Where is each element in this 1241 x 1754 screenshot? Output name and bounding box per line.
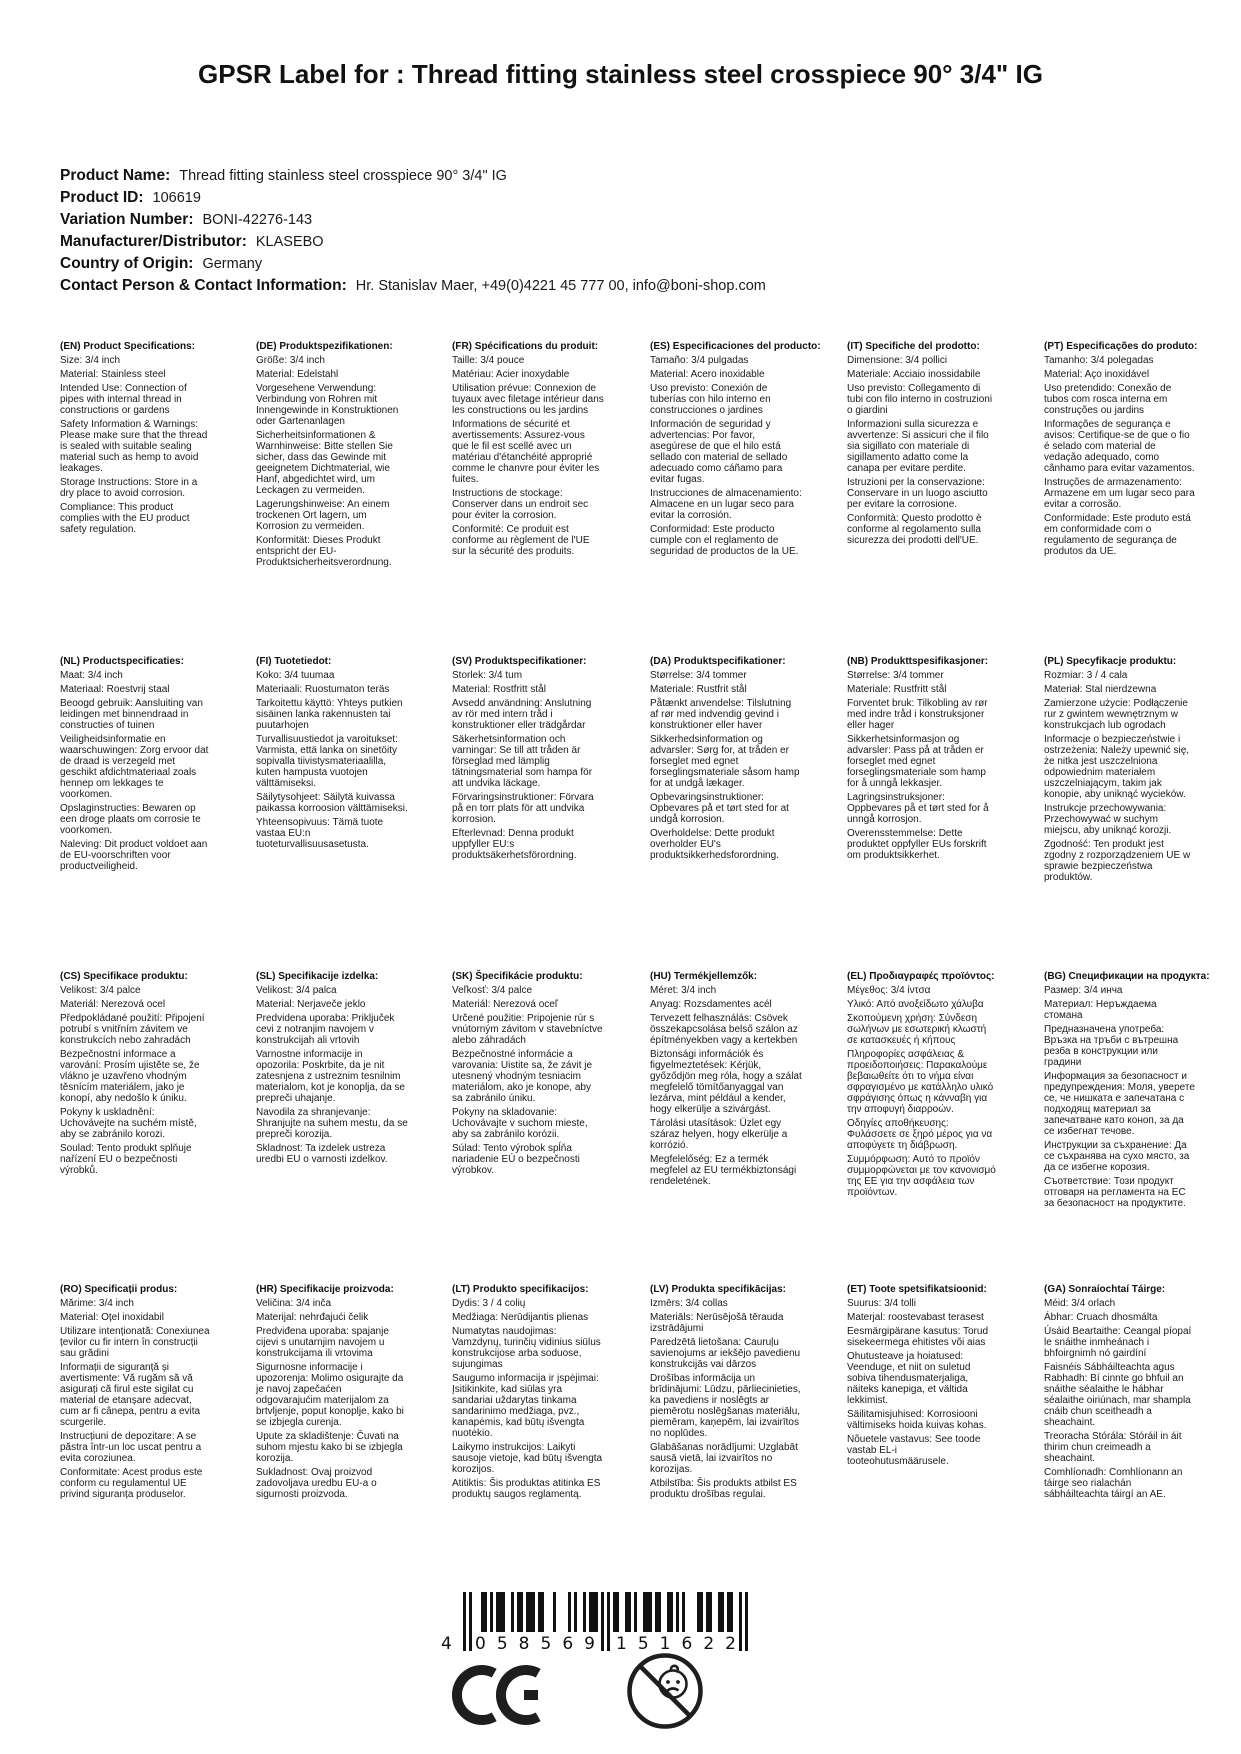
- spec-paragraph: Материал: Неръждаема стомана: [1044, 999, 1157, 1021]
- spec-paragraph: Avsedd användning: Anslutning av rör med intern tråd i konstruktioner eller trädgårdar: [452, 698, 592, 731]
- spec-paragraph: Storlek: 3/4 tum: [452, 670, 523, 681]
- barcode-digit: 6: [681, 1634, 693, 1654]
- spec-paragraph: Информация за безопасност и предупреждения: Моля, уверете се, че нишката е запечатана с подходящ материал за запечатване като коноп, за да се избегнат течове.: [1044, 1071, 1195, 1137]
- spec-paragraph: Úsáid Beartaithe: Ceangal píopaí le snáithe inmheánach i bhfoirgnimh nó gairdíní: [1044, 1326, 1192, 1359]
- spec-block-header: (DA) Produktspecifikationer:: [650, 656, 786, 667]
- spec-paragraph: Conformité: Ce produit est conforme au règlement de l'UE sur la sécurité des produits.: [452, 524, 590, 557]
- product-info-value: BONI-42276-143: [202, 212, 313, 228]
- barcode-bar: [700, 1592, 703, 1632]
- spec-block-header: (ET) Toote spetsifikatsioonid:: [847, 1284, 987, 1295]
- spec-paragraph: Beoogd gebruik: Aansluiting van leidingen met binnendraad in constructies of tuinen: [60, 698, 203, 731]
- spec-paragraph: Säkerhetsinformation och varningar: Se till att tråden är förseglad med lämplig tätningsmaterial som hampa för att undvika läckage.: [452, 734, 593, 789]
- spec-block-bg: [1044, 971, 1210, 1212]
- spec-paragraph: Tárolási utasítások: Üzlet egy száraz helyen, hogy elkerülje a korrózió.: [650, 1118, 788, 1151]
- spec-paragraph: Forventet bruk: Tilkobling av rør med indre tråd i konstruksjoner eller hager: [847, 698, 988, 731]
- spec-paragraph: Ábhar: Cruach dhosmálta: [1044, 1312, 1158, 1323]
- spec-paragraph: Izmērs: 3/4 collas: [650, 1298, 728, 1309]
- spec-paragraph: Materjal: roostevabast terasest: [847, 1312, 984, 1323]
- spec-paragraph: Paredzētā lietošana: Cauruļu savienojums ar iekšējo pavedienu konstrukcijās vai dārzos: [650, 1337, 801, 1370]
- barcode-bar: [490, 1592, 493, 1632]
- spec-paragraph: Μέγεθος: 3/4 ίντσα: [847, 985, 931, 996]
- spec-paragraph: Förvaringsinstruktioner: Förvara på en torr plats för att undvika korrosion.: [452, 792, 594, 825]
- spec-paragraph: Instructions de stockage: Conserver dans un endroit sec pour éviter la corrosion.: [452, 488, 589, 521]
- spec-paragraph: Soulad: Tento produkt splňuje nařízení EU o bezpečnosti výrobků.: [60, 1143, 192, 1176]
- spec-paragraph: Mărime: 3/4 inch: [60, 1298, 134, 1309]
- spec-paragraph: Materiál: Nerezová oceľ: [452, 999, 558, 1010]
- barcode-first-digit: 4: [441, 1634, 452, 1654]
- spec-block-lv: [650, 1284, 802, 1503]
- spec-block-header: (ES) Especificaciones del producto:: [650, 341, 821, 352]
- product-info-label: Product ID:: [60, 189, 144, 206]
- barcode-right-digits: [616, 1634, 736, 1654]
- spec-paragraph: Lagringsinstruksjoner: Oppbevares på et tørt sted for å unngå korrosjon.: [847, 792, 989, 825]
- spec-paragraph: Predviđena uporaba: spajanje cijevi s unutarnjim navojem u konstrukcijama ili vrtovima: [256, 1326, 389, 1359]
- spec-paragraph: Påtænkt anvendelse: Tilslutning af rør med indvendig gevind i konstruktioner eller haver: [650, 698, 792, 731]
- spec-block-header: (IT) Specifiche del prodotto:: [847, 341, 980, 352]
- spec-paragraph: Naleving: Dit product voldoet aan de EU-voorschriften voor productveiligheid.: [60, 839, 208, 872]
- spec-block-fi: [256, 656, 408, 853]
- barcode-digit: 6: [562, 1634, 574, 1654]
- spec-paragraph: Größe: 3/4 inch: [256, 355, 325, 366]
- spec-paragraph: Material: Edelstahl: [256, 369, 339, 380]
- spec-paragraph: Pokyny k uskladnění: Uchovávejte na suchém místě, aby se zabránilo korozi.: [60, 1107, 197, 1140]
- spec-paragraph: Säilytysohjeet: Säilytä kuivassa paikassa korroosion välttämiseksi.: [256, 792, 408, 814]
- product-info-value: 106619: [152, 190, 201, 206]
- spec-paragraph: Materiale: Rustfrit stål: [650, 684, 747, 695]
- spec-paragraph: Instrucțiuni de depozitare: A se păstra într-un loc uscat pentru a evita coroziunea.: [60, 1431, 202, 1464]
- spec-block-header: (LV) Produkta specifikācijas:: [650, 1284, 786, 1295]
- barcode-bar: [469, 1592, 472, 1651]
- spec-paragraph: Veľkosť: 3/4 palce: [452, 985, 533, 996]
- barcode-bar: [670, 1592, 673, 1632]
- spec-paragraph: Säilitamisjuhised: Korrosiooni vältimiseks hoida kuivas kohas.: [847, 1409, 987, 1431]
- barcode-bar: [541, 1592, 544, 1632]
- spec-paragraph: Suurus: 3/4 tolli: [847, 1298, 916, 1309]
- barcode-bar: [658, 1592, 661, 1632]
- spec-paragraph: Veiligheidsinformatie en waarschuwingen: Zorg ervoor dat de draad is verzegeld met geschikt afdichtmateriaal zoals hennep om lekkages te voorkomen.: [60, 734, 209, 800]
- spec-paragraph: Overholdelse: Dette produkt overholder EU's produktsikkerhedsforordning.: [650, 828, 779, 861]
- spec-block-sl: [256, 971, 408, 1168]
- spec-paragraph: Megfelelőség: Ez a termék megfelel az EU termékbiztonsági rendeletének.: [650, 1154, 797, 1187]
- product-info-label: Product Name:: [60, 167, 171, 184]
- spec-paragraph: Material: Rostfritt stål: [452, 684, 546, 695]
- spec-paragraph: Materiale: Acciaio inossidabile: [847, 369, 981, 380]
- spec-block-ro: [60, 1284, 212, 1503]
- spec-paragraph: Utilisation prévue: Connexion de tuyaux avec filetage intérieur dans les constructions ou les jardins: [452, 383, 604, 416]
- product-info-label: Manufacturer/Distributor:: [60, 233, 247, 250]
- barcode-bar: [568, 1592, 571, 1632]
- spec-paragraph: Safety Information & Warnings: Please make sure that the thread is sealed with suitable sealing material such as hemp to avoid leakages.: [60, 419, 208, 474]
- barcode-bar: [649, 1592, 652, 1632]
- barcode-bar: [745, 1592, 748, 1651]
- spec-paragraph: Dydis: 3 / 4 colių: [452, 1298, 526, 1309]
- spec-paragraph: Størrelse: 3/4 tommer: [847, 670, 944, 681]
- spec-paragraph: Material: Stainless steel: [60, 369, 166, 380]
- spec-block-header: (HU) Termékjellemzők:: [650, 971, 758, 982]
- spec-paragraph: Numatytas naudojimas: Vamzdynų, turinčių vidinius siūlus konstrukcijose arba soduose, sujungimas: [452, 1326, 601, 1370]
- product-info-value: KLASEBO: [255, 234, 324, 250]
- spec-paragraph: Materijal: nehrđajući čelik: [256, 1312, 369, 1323]
- spec-block-lt: [452, 1284, 604, 1503]
- spec-paragraph: Tamanho: 3/4 polegadas: [1044, 355, 1154, 366]
- spec-paragraph: Lagerungshinweise: An einem trockenen Ort lagern, um Korrosion zu vermeiden.: [256, 499, 390, 532]
- baby-face-icon: [660, 1666, 687, 1698]
- spec-block-it: [847, 341, 999, 549]
- spec-paragraph: Materiaal: Roestvrij staal: [60, 684, 170, 695]
- spec-paragraph: Materiál: Nerezová ocel: [60, 999, 166, 1010]
- spec-paragraph: Informations de sécurité et avertissements: Assurez-vous que le fil est scellé avec un matériau d'étanchéité approprié comme le chanvre pour éviter les fuites.: [452, 419, 600, 485]
- product-info-value: Thread fitting stainless steel crosspiece 90° 3/4" IG: [179, 168, 507, 184]
- spec-paragraph: Размер: 3/4 инча: [1044, 985, 1123, 996]
- barcode-digit: 2: [725, 1634, 736, 1654]
- spec-block-header: (FR) Spécifications du produit:: [452, 341, 599, 352]
- spec-paragraph: Съответствие: Този продукт отговаря на регламента на ЕС за безопасност на продуктите.: [1044, 1176, 1186, 1209]
- barcode-bar: [730, 1592, 733, 1632]
- barcode-bar: [607, 1592, 610, 1651]
- barcode-digit: 1: [616, 1634, 627, 1654]
- spec-block-header: (SK) Špecifikácie produktu:: [452, 971, 583, 982]
- barcode-digit: 5: [496, 1634, 508, 1654]
- spec-paragraph: Tamaño: 3/4 pulgadas: [650, 355, 749, 366]
- page-title: GPSR Label for : Thread fitting stainless steel crosspiece 90° 3/4" IG: [198, 59, 1043, 89]
- spec-paragraph: Skladnost: Ta izdelek ustreza uredbi EU o varnosti izdelkov.: [256, 1143, 388, 1165]
- barcode-bar: [616, 1592, 619, 1632]
- barcode-bar: [463, 1592, 466, 1651]
- spec-paragraph: Saugumo informacija ir įspėjimai: Įsitikinkite, kad siūlas yra sandariai uždarytas tinkama sandarinimo medžiaga, pvz., kanapėmis, kad būtų išvengta nuotėkio.: [452, 1373, 599, 1439]
- barcode-digit: 2: [703, 1634, 715, 1654]
- spec-paragraph: Συμμόρφωση: Αυτό το προϊόν συμμορφώνεται με τον κανονισμό της ΕΕ για την ασφάλεια των προϊόντων.: [847, 1154, 996, 1198]
- spec-paragraph: Predvidena uporaba: Priključek cevi z notranjim navojem v konstrukcijah ali vrtovih: [256, 1013, 395, 1046]
- spec-paragraph: Instrukcje przechowywania: Przechowywać w suchym miejscu, aby uniknąć korozji.: [1044, 803, 1172, 836]
- spec-paragraph: Οδηγίες αποθήκευσης: Φυλάσσετε σε ξηρό μέρος για να αποφύγετε τη διάβρωση.: [847, 1118, 993, 1151]
- spec-paragraph: Treoracha Stórála: Stóráil in áit thirim chun creimeadh a sheachaint.: [1044, 1431, 1182, 1464]
- spec-paragraph: Sikkerhedsinformation og advarsler: Sørg for, at tråden er forseglet med egnet forseglingsmateriale såsom hamp for at undgå lækager.: [650, 734, 800, 789]
- spec-paragraph: Material: Oțel inoxidabil: [60, 1312, 164, 1323]
- barcode-bar: [634, 1592, 637, 1632]
- spec-block-header: (DE) Produktspezifikationen:: [256, 341, 393, 352]
- product-info-label: Contact Person & Contact Information:: [60, 277, 347, 294]
- barcode-bar: [739, 1592, 742, 1651]
- spec-paragraph: Utilizare intenționată: Conexiunea țevilor cu fir intern în construcții sau grădini: [60, 1326, 210, 1359]
- spec-paragraph: Matériau: Acier inoxydable: [452, 369, 570, 380]
- spec-paragraph: Předpokládané použití: Připojení potrubí s vnitřním závitem ve konstrukcích nebo zahradách: [60, 1013, 205, 1046]
- spec-block-header: (RO) Specificații produs:: [60, 1284, 178, 1295]
- spec-paragraph: Biztonsági információk és figyelmeztetések: Kérjük, győződjön meg róla, hogy a szálat megfelelő tömítőanyaggal van lezárva, mint például a kender, hogy elkerülje a szivárgást.: [650, 1049, 802, 1115]
- spec-block-sv: [452, 656, 604, 864]
- spec-paragraph: Navodila za shranjevanje: Shranjujte na suhem mestu, da se prepreči korozija.: [256, 1107, 408, 1140]
- barcode-bar: [583, 1592, 586, 1632]
- spec-block-fr: [452, 341, 604, 560]
- barcode-bar: [502, 1592, 505, 1632]
- spec-paragraph: Eesmärgipärane kasutus: Torud sisekeermega ehitistes või aias: [847, 1326, 989, 1348]
- spec-paragraph: Υλικό: Από ανοξείδωτο χάλυβα: [847, 999, 984, 1010]
- spec-block-header: (CS) Specifikace produktu:: [60, 971, 188, 982]
- spec-paragraph: Informacje o bezpieczeństwie i ostrzeżenia: Należy upewnić się, że nitka jest uszczelniona odpowiednim materiałem uszczelniającym, takim jak konopie, aby uniknąć wycieków.: [1044, 734, 1190, 800]
- spec-paragraph: Size: 3/4 inch: [60, 355, 121, 366]
- spec-paragraph: Conformidade: Este produto está em conformidade com o regulamento de segurança de produtos da UE.: [1044, 513, 1191, 557]
- barcode-digit: 1: [659, 1634, 671, 1654]
- barcode-bar: [553, 1592, 556, 1632]
- product-info-value: Hr. Stanislav Maer, +49(0)4221 45 777 00, info@boni-shop.com: [355, 278, 766, 294]
- barcode: [441, 1592, 748, 1654]
- spec-block-header: (PT) Especificações do produto:: [1044, 341, 1198, 352]
- spec-paragraph: Konformität: Dieses Produkt entspricht der EU-Produktsicherheitsverordnung.: [256, 535, 392, 568]
- spec-paragraph: Instrucciones de almacenamiento: Almacene en un lugar seco para evitar la corrosión.: [650, 488, 802, 521]
- age-warning-icon: [624, 1650, 706, 1732]
- spec-paragraph: Veličina: 3/4 inča: [256, 1298, 332, 1309]
- spec-block-header: (FI) Tuotetiedot:: [256, 656, 332, 667]
- spec-block-header: (SL) Specifikacije izdelka:: [256, 971, 379, 982]
- barcode-bar: [676, 1592, 679, 1632]
- barcode-bar: [721, 1592, 724, 1632]
- product-info-label: Country of Origin:: [60, 255, 194, 272]
- spec-paragraph: Taille: 3/4 pouce: [452, 355, 525, 366]
- spec-block-de: [256, 341, 408, 571]
- spec-paragraph: Materiał: Stal nierdzewna: [1044, 684, 1157, 695]
- spec-block-ga: [1044, 1284, 1196, 1503]
- spec-paragraph: Uso pretendido: Conexão de tubos com rosca interna em construções ou jardins: [1044, 383, 1172, 416]
- spec-paragraph: Compliance: This product complies with the EU product safety regulation.: [60, 502, 190, 535]
- spec-paragraph: Πληροφορίες ασφάλειας & προειδοποιήσεις: Παρακαλούμε βεβαιωθείτε ότι το νήμα είναι σφραγισμένο με κατάλληλο υλικό σφράγισης όπως η κάνναβη για την αποφυγή διαρροών.: [847, 1049, 994, 1115]
- spec-paragraph: Drošības informācija un brīdinājumi: Lūdzu, pārliecinieties, ka pavediens ir noslēgts ar piemērotu noslēgšanas materiālu, piemēram, kaņepēm, lai izvairītos no noplūdes.: [650, 1373, 801, 1439]
- spec-block-nl: [60, 656, 212, 875]
- spec-paragraph: Faisnéis Sábháilteachta agus Rabhadh: Bí cinnte go bhfuil an snáithe séalaithe le hábhar séalaithe oiriúnach, mar shampla cnáib chun sceitheadh a sheachaint.: [1044, 1362, 1191, 1428]
- spec-block-header: (NB) Produkttspesifikasjoner:: [847, 656, 989, 667]
- spec-block-en: [60, 341, 212, 538]
- spec-paragraph: Glabāšanas norādījumi: Uzglabāt sausā vietā, lai izvairītos no korozijas.: [650, 1442, 798, 1475]
- spec-paragraph: Turvallisuustiedot ja varoitukset: Varmista, että lanka on sinetöity sopivalla tiivistysmateriaalilla, kuten hampusta vuotojen välttämiseksi.: [256, 734, 398, 789]
- spec-paragraph: Conformità: Questo prodotto è conforme al regolamento sulla sicurezza dei prodotti dell'UE.: [847, 513, 982, 546]
- spec-block-header: (BG) Спецификации на продукта:: [1044, 971, 1210, 982]
- product-info-label: Variation Number:: [60, 211, 194, 228]
- spec-paragraph: Zgodność: Ten produkt jest zgodny z rozporządzeniem UE w sprawie bezpieczeństwa produktów.: [1044, 839, 1191, 883]
- spec-paragraph: Varnostne informacije in opozorila: Poskrbite, da je nit zatesnjena z ustreznim tesnilnim materialom, kot je konoplja, da se prepreči uhajanje.: [256, 1049, 405, 1104]
- spec-block-hr: [256, 1284, 408, 1503]
- spec-block-da: [650, 656, 802, 864]
- spec-paragraph: Información de seguridad y advertencias: Por favor, asegúrese de que el hilo está sellado con material de sellado adecuado como cáñamo para evitar fugas.: [650, 419, 788, 485]
- spec-paragraph: Инструкции за съхранение: Да се съхранява на сухо място, за да се избегне корозия.: [1044, 1140, 1190, 1173]
- spec-paragraph: Anyag: Rozsdamentes acél: [650, 999, 772, 1010]
- barcode-digit: 9: [584, 1634, 595, 1654]
- spec-paragraph: Sukladnost: Ovaj proizvod zadovoljava uredbu EU-a o sigurnosti proizvoda.: [256, 1467, 377, 1500]
- barcode-digit: 0: [475, 1634, 486, 1654]
- spec-paragraph: Rozmiar: 3 / 4 cala: [1044, 670, 1128, 681]
- spec-block-pl: [1044, 656, 1196, 886]
- spec-paragraph: Предназначена употреба: Връзка на тръби с вътрешна резба в конструкции или градини: [1044, 1024, 1179, 1068]
- barcode-bar: [682, 1592, 685, 1632]
- spec-block-header: (EL) Προδιαγραφές προϊόντος:: [847, 971, 995, 982]
- spec-paragraph: Ohutusteave ja hoiatused: Veenduge, et niit on suletud sobiva tihendusmaterjaliga, näiteks kanepiga, et vältida lekkimist.: [847, 1351, 971, 1406]
- spec-paragraph: Súlad: Tento výrobok spĺňa nariadenie EÚ o bezpečnosti výrobkov.: [452, 1143, 580, 1176]
- spec-paragraph: Overensstemmelse: Dette produktet oppfyller EUs forskrift om produktsikkerhet.: [847, 828, 987, 861]
- barcode-digit: 5: [637, 1634, 649, 1654]
- spec-block-header: (LT) Produkto specifikacijos:: [452, 1284, 589, 1295]
- ce-mark-icon: [452, 1663, 552, 1727]
- spec-paragraph: Efterlevnad: Denna produkt uppfyller EU:s produktsäkerhetsförordning.: [452, 828, 577, 861]
- spec-block-es: [650, 341, 821, 560]
- spec-paragraph: Conformitate: Acest produs este conform cu regulamentul UE privind siguranța produselor.: [60, 1467, 203, 1500]
- spec-paragraph: Maat: 3/4 inch: [60, 670, 123, 681]
- spec-paragraph: Nõuetele vastavus: See toode vastab EL-i tooteohutusmäärusele.: [847, 1434, 981, 1467]
- barcode-bar: [601, 1592, 604, 1651]
- spec-paragraph: Uso previsto: Collegamento di tubi con filo interno in costruzioni o giardini: [847, 383, 993, 416]
- barcode-bar: [511, 1592, 514, 1632]
- spec-paragraph: Koko: 3/4 tuumaa: [256, 670, 335, 681]
- spec-paragraph: Storage Instructions: Store in a dry place to avoid corrosion.: [60, 477, 198, 499]
- spec-block-header: (GA) Sonraíochtaí Táirge:: [1044, 1284, 1166, 1295]
- spec-block-header: (SV) Produktspecifikationer:: [452, 656, 587, 667]
- spec-paragraph: Material: Nerjaveče jeklo: [256, 999, 366, 1010]
- spec-block-cs: [60, 971, 212, 1179]
- barcode-bar: [484, 1592, 487, 1632]
- barcode-left-digits: [475, 1634, 595, 1654]
- spec-paragraph: Materiāls: Nerūsējošā tērauda izstrādājumi: [650, 1312, 784, 1334]
- ce-letter-c: [457, 1670, 494, 1720]
- spec-paragraph: Material: Acero inoxidable: [650, 369, 765, 380]
- spec-paragraph: Instruções de armazenamento: Armazene em um lugar seco para evitar a corrosão.: [1044, 477, 1195, 510]
- spec-paragraph: Sigurnosne informacije i upozorenja: Molimo osigurajte da je navoj zapečaćen odgovarajućim materijalom za brtvljenje, poput konoplje, kako bi se izbjegla curenja.: [256, 1362, 404, 1428]
- spec-block-et: [847, 1284, 999, 1470]
- spec-paragraph: Sicherheitsinformationen & Warnhinweise: Bitte stellen Sie sicher, dass das Gewinde mit geeignetem Dichtmaterial, wie Hanf, abgedichtet wird, um Leckagen zu vermeiden.: [256, 430, 393, 496]
- barcode-bar: [628, 1592, 631, 1632]
- spec-block-header: (NL) Productspecificaties:: [60, 656, 184, 667]
- spec-block-header: (EN) Product Specifications:: [60, 341, 196, 352]
- spec-block-nb: [847, 656, 999, 864]
- barcode-bar: [595, 1592, 598, 1632]
- spec-paragraph: Intended Use: Connection of pipes with internal thread in constructions or gardens: [60, 383, 187, 416]
- barcode-digit: 5: [540, 1634, 552, 1654]
- spec-paragraph: Méid: 3/4 orlach: [1044, 1298, 1116, 1309]
- spec-paragraph: Velikost: 3/4 palce: [60, 985, 141, 996]
- barcode-bar: [574, 1592, 577, 1632]
- spec-block-pt: [1044, 341, 1196, 560]
- spec-paragraph: Materiaali: Ruostumaton teräs: [256, 684, 390, 695]
- spec-paragraph: Atbilstība: Šis produkts atbilst ES produktu drošības regulai.: [650, 1478, 797, 1500]
- spec-paragraph: Upute za skladištenje: Čuvati na suhom mjestu kako bi se izbjegla korozija.: [256, 1431, 403, 1464]
- spec-block-hu: [650, 971, 802, 1190]
- spec-paragraph: Bezpečnostní informace a varování: Prosím ujistěte se, že vlákno je uzavřeno vhodným těsnícím materiálem, jako je konopí, aby nedošlo k úniku.: [60, 1049, 200, 1104]
- spec-paragraph: Materiale: Rustfritt stål: [847, 684, 947, 695]
- spec-paragraph: Atitiktis: Šis produktas atitinka ES produktų saugos reglamentą.: [452, 1478, 601, 1500]
- spec-paragraph: Pokyny na skladovanie: Uchovávajte v suchom mieste, aby sa zabránilo korózii.: [452, 1107, 588, 1140]
- spec-paragraph: Informații de siguranță și avertismente: Vă rugăm să vă asigurați că firul este sigilat cu material de etanșare adecvat, cum ar fi cânepa, pentru a evita scurgerile.: [60, 1362, 201, 1428]
- spec-paragraph: Størrelse: 3/4 tommer: [650, 670, 747, 681]
- spec-paragraph: Uso previsto: Conexión de tuberías con hilo interno en construcciones o jardines: [650, 383, 771, 416]
- spec-paragraph: Conformidad: Este producto cumple con el reglamento de seguridad de productos de la UE.: [650, 524, 799, 557]
- spec-paragraph: Opslaginstructies: Bewaren op een droge plaats om corrosie te voorkomen.: [60, 803, 201, 836]
- spec-paragraph: Informações de segurança e avisos: Certifique-se de que o fio é selado com material de vedação adequado, como cânhamo para evitar vazamentos.: [1044, 419, 1195, 474]
- spec-paragraph: Vorgesehene Verwendung: Verbindung von Rohren mit Innengewinde in Konstruktionen oder Gartenanlagen: [256, 383, 399, 427]
- barcode-digit: 8: [518, 1634, 530, 1654]
- spec-block-header: (PL) Specyfikacje produktu:: [1044, 656, 1177, 667]
- barcode-bar: [709, 1592, 712, 1632]
- product-info-value: Germany: [202, 256, 263, 272]
- spec-paragraph: Zamierzone użycie: Podłączenie rur z gwintem wewnętrznym w konstrukcjach lub ogrodach: [1044, 698, 1188, 731]
- spec-paragraph: Informazioni sulla sicurezza e avvertenze: Si assicuri che il filo sia sigillato con materiale di sigillamento adatto come la canapa per evitare perdite.: [847, 419, 989, 474]
- spec-paragraph: Laikymo instrukcijos: Laikyti sausoje vietoje, kad būtų išvengta korozijos.: [452, 1442, 603, 1475]
- spec-paragraph: Comhlíonadh: Comhlíonann an táirge seo rialachán sábháilteachta táirgí an AE.: [1044, 1467, 1183, 1500]
- spec-paragraph: Bezpečnostné informácie a varovania: Uistite sa, že závit je utesnený vhodným tesniacim materiálom, ako je konope, aby sa zabránilo úniku.: [452, 1049, 593, 1104]
- spec-paragraph: Dimensione: 3/4 pollici: [847, 355, 948, 366]
- spec-paragraph: Tervezett felhasználás: Csövek összekapcsolása belső szálon az építményekben vagy a kertekben: [650, 1013, 798, 1046]
- spec-paragraph: Opbevaringsinstruktioner: Opbevares på et tørt sted for at undgå korrosion.: [650, 792, 789, 825]
- spec-paragraph: Určené použitie: Pripojenie rúr s vnútorným závitom v stavebníctve alebo záhradách: [452, 1013, 603, 1046]
- spec-paragraph: Σκοπούμενη χρήση: Σύνδεση σωλήνων με εσωτερική κλωστή σε κατασκευές ή κήπους: [847, 1013, 987, 1046]
- spec-paragraph: Yhteensopivuus: Tämä tuote vastaa EU:n tuoteturvallisuusasetusta.: [256, 817, 384, 850]
- barcode-bar: [532, 1592, 535, 1632]
- spec-paragraph: Material: Aço inoxidável: [1044, 369, 1150, 380]
- spec-paragraph: Velikost: 3/4 palca: [256, 985, 337, 996]
- spec-paragraph: Sikkerhetsinformasjon og advarsler: Pass på at tråden er forseglet med egnet forseglingsmateriale som hamp for å unngå lekkasjer.: [847, 734, 986, 789]
- spec-paragraph: Istruzioni per la conservazione: Conservare in un luogo asciutto per evitare la corrosione.: [847, 477, 988, 510]
- spec-block-header: (HR) Specifikacije proizvoda:: [256, 1284, 394, 1295]
- spec-paragraph: Tarkoitettu käyttö: Yhteys putkien sisäinen lanka rakennusten tai puutarhojen: [256, 698, 403, 731]
- barcode-bar: [520, 1592, 523, 1632]
- spec-block-el: [847, 971, 999, 1201]
- spec-block-sk: [452, 971, 604, 1179]
- spec-paragraph: Méret: 3/4 inch: [650, 985, 717, 996]
- spec-paragraph: Medžiaga: Nerūdijantis plienas: [452, 1312, 589, 1323]
